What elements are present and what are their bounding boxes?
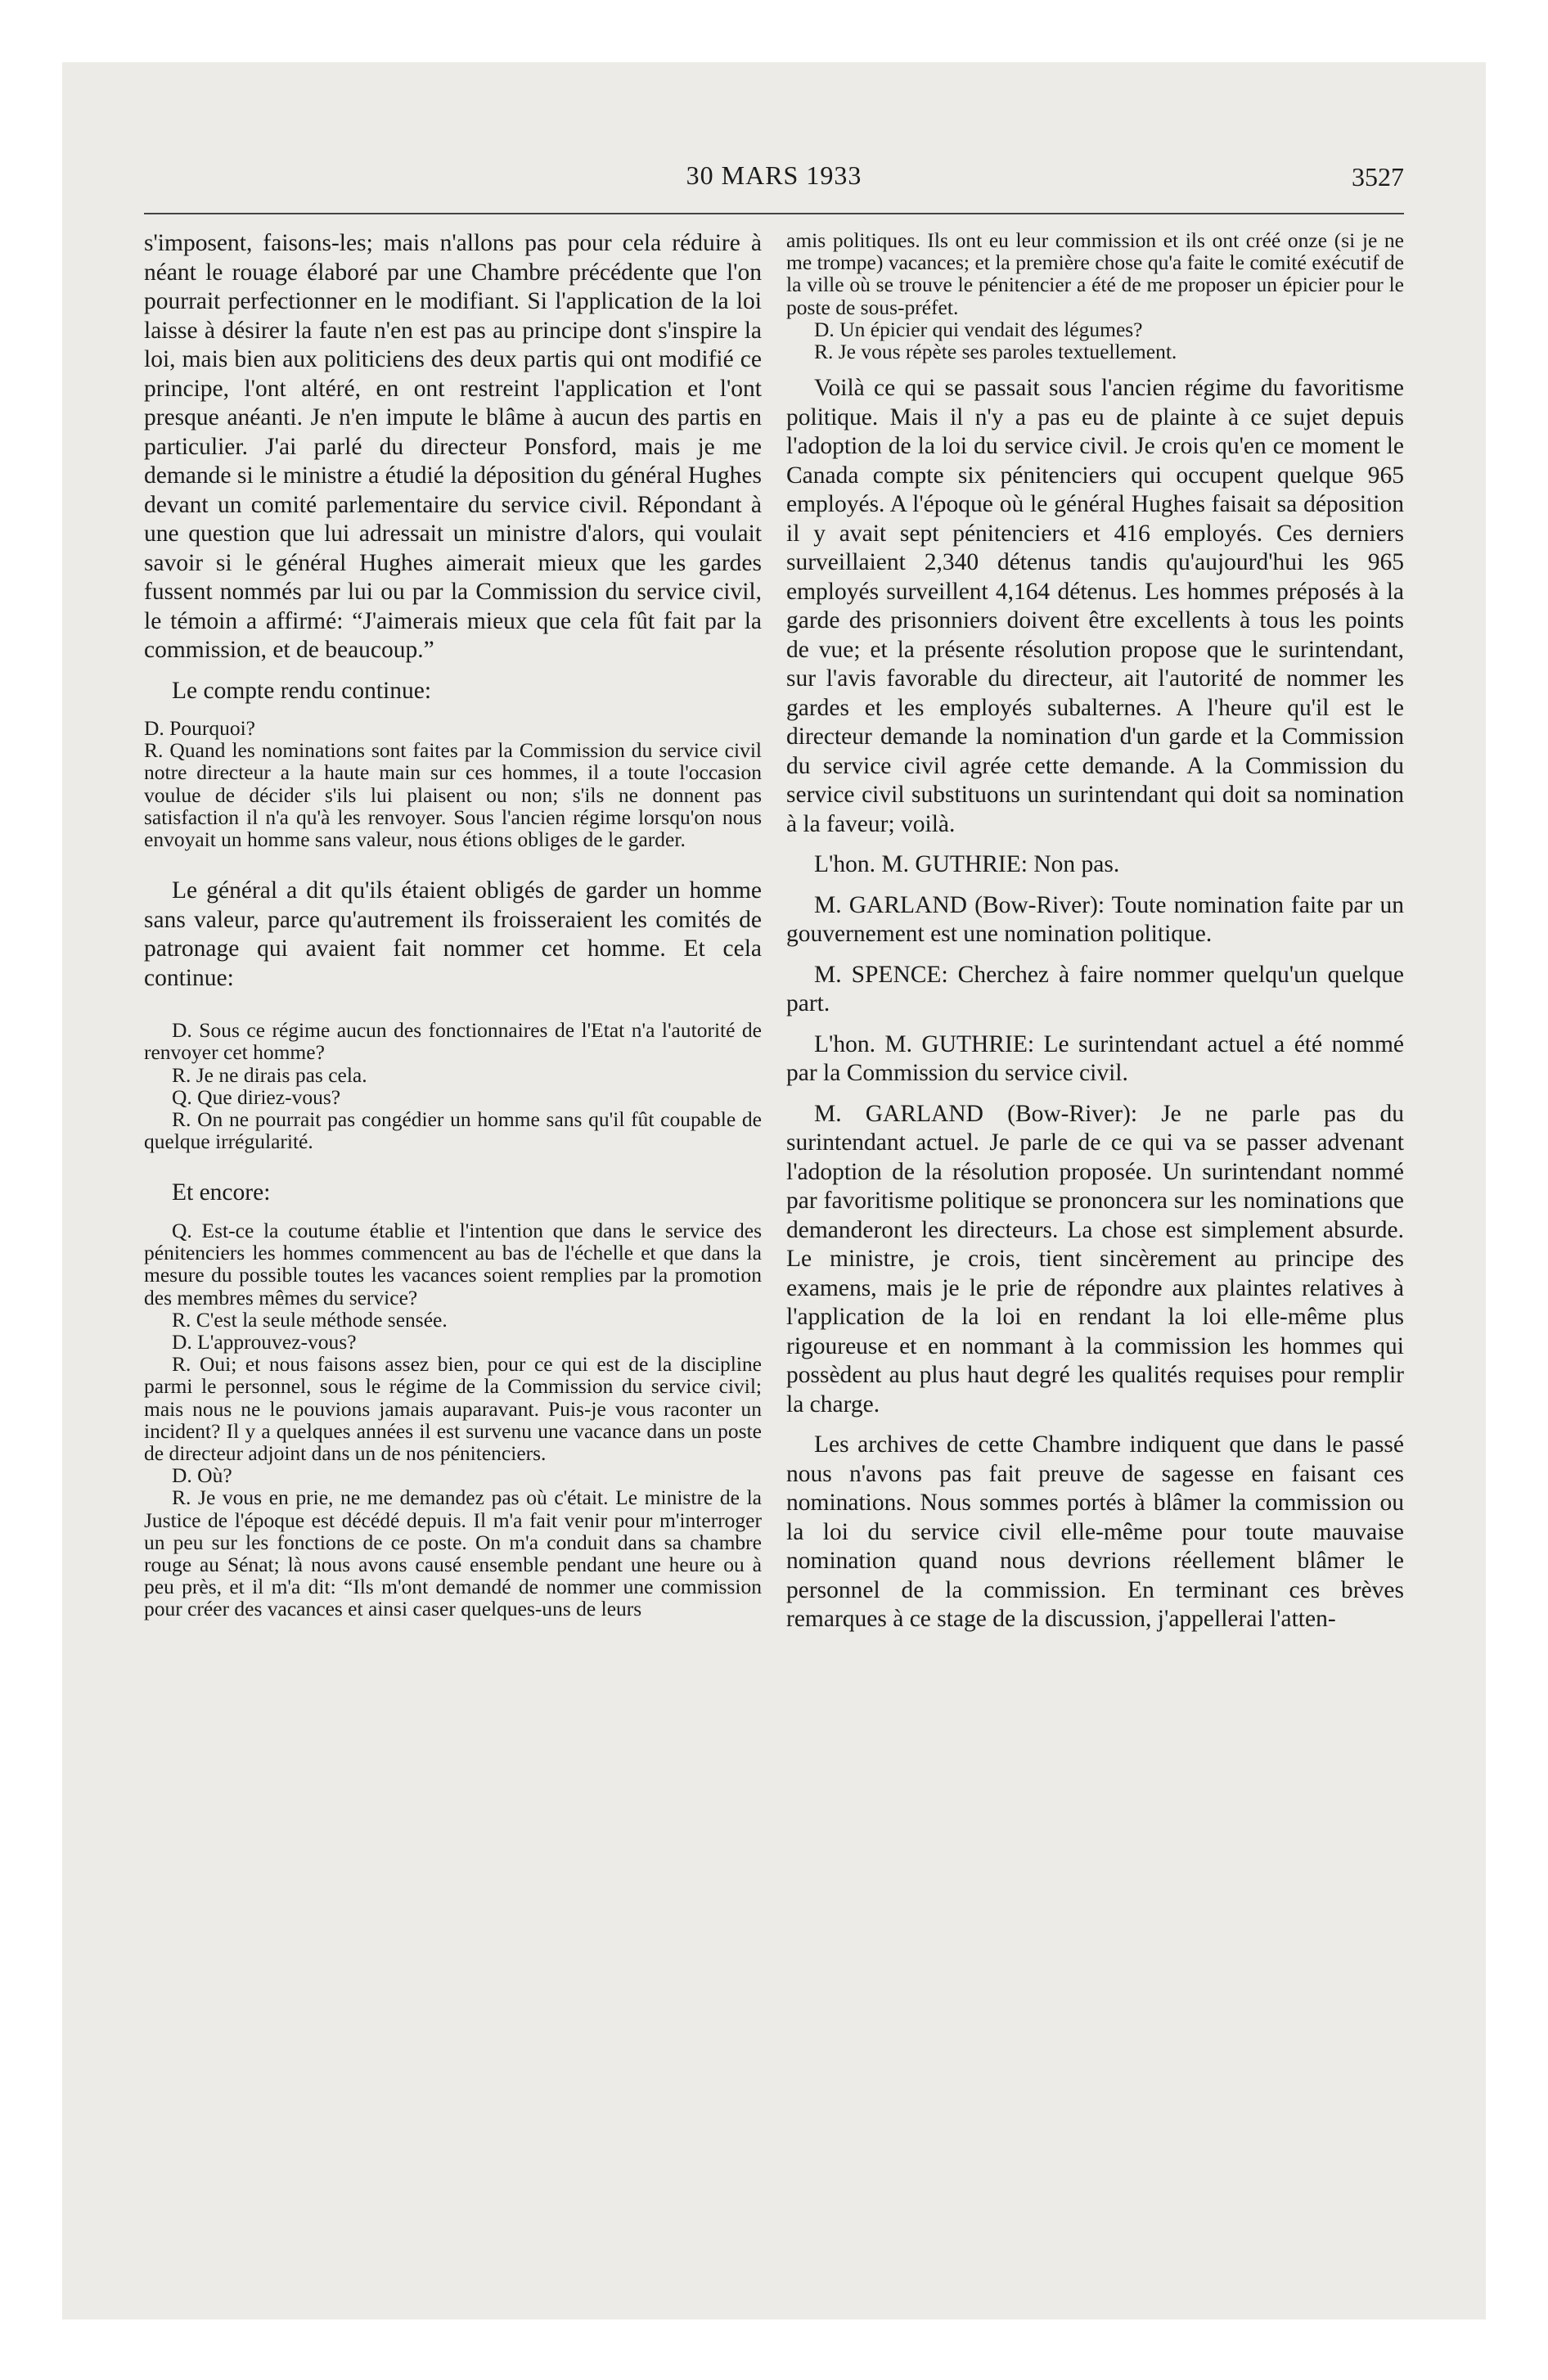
right-paragraph: M. GARLAND (Bow-River): Je ne parle pas du surintendant actuel. Je parle de ce qui va se passer advenant l'adoption de la résolution proposée. Un surintendant nommé par favoritisme politique se prononcera sur les nominations que demanderont les directeurs. La chose est simplement absurde. Le ministre, je crois, tient sincèrement au principe des examens, mais je le prie de répondre aux plaintes relatives à l'application de la loi en rendant la loi elle-même plus rigoureuse et en nommant à la commission les hommes qui possèdent au plus haut degré les qualités requises pour remplir la charge.	[786, 1100, 1404, 1418]
transcript-line: Q. Est-ce la coutume établie et l'intention que dans le service des pénitenciers les hommes commencent au bas de l'échelle et que dans la mesure du possible toutes les vacances soient remplies par la promotion des membres mêmes du service?	[144, 1218, 762, 1309]
left-paragraph: Le général a dit qu'ils étaient obligés de garder un homme sans valeur, parce qu'autrement ils froisseraient les comités de patronage qui avaient fait nommer cet homme. Et cela continue:	[144, 877, 762, 991]
left-paragraph: Le compte rendu continue:	[172, 677, 432, 704]
transcript-line: R. Je vous en prie, ne me demandez pas où c'était. Le ministre de la Justice de l'époque est décédé depuis. Il m'a fait venir pour m'interroger un peu sur les fonctions de ce poste. On m'a conduit dans sa chambre rouge au Sénat; là nous avons causé ensemble pendant une heure ou à peu près, et il m'a dit: “Ils m'ont demandé de nommer une commission pour créer des vacances et ainsi caser quelques-uns de leurs	[144, 1485, 762, 1621]
transcript-line: D. Pourquoi?	[144, 716, 255, 740]
transcript-line: R. Quand les nominations sont faites par la Commission du service civil notre directeur a la haute main sur ces hommes, il a toute l'occasion voulue de décider s'ils lui plaisent ou non; s'ils ne donnent pas satisfaction il n'a qu'à les renvoyer. Sous l'ancien régime lorsqu'on nous envoyait un homme sans valeur, nous étions obliges de le garder.	[144, 738, 762, 852]
transcript-line: R. On ne pourrait pas congédier un homme sans qu'il fût coupable de quelque irrégularité.	[144, 1107, 762, 1154]
right-paragraph: L'hon. M. GUTHRIE: Non pas.	[814, 851, 1120, 878]
right-column	[786, 229, 1404, 1646]
transcript-line: R. Je ne dirais pas cela.	[172, 1062, 367, 1087]
right-paragraph: Voilà ce qui se passait sous l'ancien régime du favoritisme politique. Mais il n'y a pas eu de plainte à ce sujet depuis l'adoption de la loi du service civil. Je crois qu'en ce moment le Canada compte six pénitenciers qui occupent quelque 965 employés. A l'époque où le général Hughes faisait sa déposition il y avait sept pénitenciers et 416 employés. Ces derniers surveillaient 2,340 détenus tandis qu'aujourd'hui les 965 employés surveillent 4,164 détenus. Les hommes préposés à la garde des prisonniers doivent être excellents à tous les points de vue; et la présente résolution propose que le surintendant, sur l'avis favorable du directeur, ait l'autorité de nommer les gardes et les employés subalternes. A l'heure qu'il est le directeur demande la nomination d'un garde et la Commission du service civil agrée cette demande. A la Commission du service civil substituons un surintendant qui doit sa nomination à la faveur; voilà.	[786, 375, 1404, 837]
transcript-line: D. Où?	[172, 1463, 232, 1488]
page-header	[144, 160, 1404, 210]
right-paragraph: L'hon. M. GUTHRIE: Le surintendant actuel a été nommé par la Commission du service civil.	[786, 1030, 1404, 1087]
transcript-line: Q. Que diriez-vous?	[172, 1084, 341, 1109]
header-rule	[144, 213, 1404, 214]
transcript-line: D. L'approuvez-vous?	[172, 1329, 357, 1354]
header-date: 30 MARS 1933	[686, 160, 862, 190]
transcript-line: R. Je vous répète ses paroles textuellement.	[814, 340, 1177, 364]
transcript-line: amis politiques. Ils ont eu leur commission et ils ont créé onze (si je ne me trompe) vacances; et la première chose qu'a faite le comité exécutif de la ville où se trouve le pénitencier a été de me proposer un épicier pour le poste de sous-préfet.	[786, 228, 1404, 319]
left-paragraph: s'imposent, faisons-les; mais n'allons pas pour cela réduire à néant le rouage élaboré par une Chambre précédente que l'on pourrait perfectionner en le modifiant. Si l'application de la loi laisse à désirer la faute n'en est pas au principe dont s'inspire la loi, mais bien aux politiciens des deux partis qui ont modifié ce principe, l'ont altéré, en ont restreint l'application et l'ont presque anéanti. Je n'en impute le blâme à aucun des partis en particulier. J'ai parlé du directeur Ponsford, mais je me demande si le ministre a étudié la déposition du général Hughes devant un comité parlementaire du service civil. Répondant à une question que lui adressait un ministre d'alors, qui voulait savoir si le général Hughes aimerait mieux que les gardes fussent nommés par lui ou par la Commission du service civil, le témoin a affirmé: “J'aimerais mieux que cela fût fait par la commission, et de beaucoup.”	[144, 230, 762, 663]
transcript-line: D. Sous ce régime aucun des fonctionnaires de l'Etat n'a l'autorité de renvoyer cet homme?	[144, 1018, 762, 1065]
right-paragraph: Les archives de cette Chambre indiquent que dans le passé nous n'avons pas fait preuve de sagesse en faisant ces nominations. Nous sommes portés à blâmer la commission ou la loi du service civil elle-même pour toute mauvaise nomination quand nous devrions réellement blâmer le personnel de la commission. En terminant ces brèves remarques à ce stage de la discussion, j'appellerai l'atten-	[786, 1431, 1404, 1633]
transcript-line: R. Oui; et nous faisons assez bien, pour ce qui est de la discipline parmi le personnel, sous le régime de la Commission du service civil; mais nous ne le pouvions jamais auparavant. Puis-je vous raconter un incident? Il y a quelques années il est survenu une vacance dans un poste de directeur adjoint dans un de nos pénitenciers.	[144, 1352, 762, 1465]
page-scan	[62, 62, 1486, 2319]
left-paragraph: Et encore:	[172, 1179, 271, 1206]
transcript-line: R. C'est la seule méthode sensée.	[172, 1307, 448, 1332]
page-number: 3527	[1352, 162, 1404, 192]
right-paragraph: M. SPENCE: Cherchez à faire nommer quelqu'un quelque part.	[786, 961, 1404, 1017]
transcript-line: D. Un épicier qui vendait des légumes?	[814, 317, 1143, 341]
right-paragraph: M. GARLAND (Bow-River): Toute nomination faite par un gouvernement est une nomination politique.	[786, 891, 1404, 948]
left-column	[144, 229, 762, 1632]
